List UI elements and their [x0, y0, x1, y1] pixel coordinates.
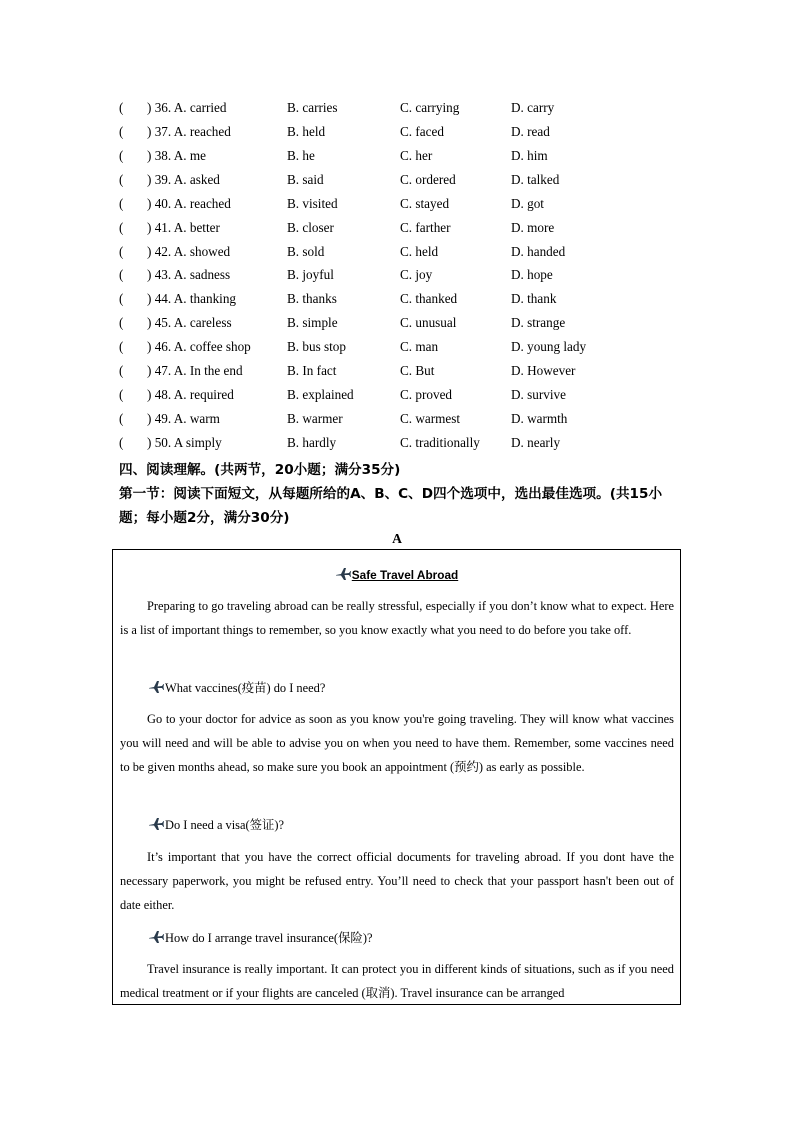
option-b: B. explained: [287, 387, 354, 403]
answer-blank[interactable]: (: [119, 123, 124, 139]
option-a: ) 50. A simply: [147, 434, 222, 450]
subheading-vaccines: [148, 678, 325, 700]
question-row: [119, 289, 739, 313]
option-d: D. got: [511, 195, 544, 211]
answer-blank[interactable]: (: [119, 434, 124, 450]
question-row: [119, 385, 739, 409]
subheading-visa: [148, 815, 284, 837]
option-d: D. hope: [511, 267, 553, 283]
option-b: B. closer: [287, 219, 334, 235]
option-b: B. held: [287, 123, 326, 139]
answer-blank[interactable]: (: [119, 410, 124, 426]
answer-blank[interactable]: (: [119, 339, 124, 355]
option-a: ) 46. A. coffee shop: [147, 339, 251, 355]
option-d: D. thank: [511, 291, 557, 307]
question-row: [119, 146, 739, 170]
option-a: ) 41. A. better: [147, 219, 220, 235]
question-row: [119, 122, 739, 146]
option-b: B. carries: [287, 100, 338, 115]
option-b: B. visited: [287, 195, 338, 211]
option-d: D. However: [511, 363, 576, 379]
option-d: D. read: [511, 123, 550, 139]
option-c: C. proved: [400, 387, 453, 403]
option-b: B. thanks: [287, 291, 337, 307]
answer-blank[interactable]: (: [119, 147, 124, 163]
answer-blank[interactable]: (: [119, 363, 124, 379]
option-a: ) 43. A. sadness: [147, 267, 231, 283]
insurance-paragraph: Travel insurance is really important. It can protect you in different kinds of situations, such as if you need medical treatment or if your flights are canceled (取消). Travel insurance can be arranged: [120, 962, 674, 1000]
question-row: [119, 361, 739, 385]
airplane-icon: [148, 930, 164, 950]
option-c: C. farther: [400, 219, 451, 235]
question-row: [119, 433, 739, 457]
answer-blank[interactable]: (: [119, 267, 124, 283]
option-c: C. her: [400, 147, 433, 163]
vaccines-paragraph: Go to your doctor for advice as soon as you know you're going traveling. They will know what vaccines you will need and will be able to advise you on when you need to have them. Remember, some vaccines need to be given months ahead, so make sure you book an appointment (预约) as early as possible.: [120, 712, 674, 774]
option-d: D. young lady: [511, 339, 587, 355]
passage-title-text: Safe Travel Abroad: [351, 568, 459, 582]
question-row: [119, 170, 739, 194]
passage-title: [113, 567, 680, 584]
option-a: ) 38. A. me: [147, 147, 206, 163]
airplane-icon: [148, 817, 164, 837]
answer-blank[interactable]: (: [119, 315, 124, 331]
option-c: C. But: [400, 363, 435, 379]
section-title: 四、阅读理解。(共两节，20小题；满分35分): [119, 462, 401, 478]
option-a: ) 47. A. In the end: [147, 363, 243, 379]
answer-blank[interactable]: (: [119, 171, 124, 187]
option-d: D. carry: [511, 100, 555, 115]
subheading-text: How do I arrange travel insurance(保险)?: [165, 931, 373, 945]
subheading-text: What vaccines(疫苗) do I need?: [165, 681, 326, 695]
option-c: C. thanked: [400, 291, 458, 307]
option-d: D. more: [511, 219, 555, 235]
answer-blank[interactable]: (: [119, 100, 124, 115]
option-b: B. simple: [287, 315, 338, 331]
option-d: D. him: [511, 147, 548, 163]
option-c: C. held: [400, 243, 439, 259]
airplane-icon: [148, 680, 164, 700]
option-b: B. he: [287, 147, 315, 163]
option-d: D. handed: [511, 243, 566, 259]
option-b: B. In fact: [287, 363, 337, 379]
answer-blank[interactable]: (: [119, 243, 124, 259]
option-c: C. carrying: [400, 100, 460, 115]
visa-paragraph: It’s important that you have the correct official documents for traveling abroad. If you dont have the necessary paperwork, you might be refused entry. You’ll need to check that your passport hasn't been out of date either.: [120, 850, 674, 912]
answer-blank[interactable]: (: [119, 291, 124, 307]
option-c: C. ordered: [400, 171, 456, 187]
subheading-insurance: [148, 928, 372, 950]
answer-blank[interactable]: (: [119, 195, 124, 211]
answer-blank[interactable]: (: [119, 387, 124, 403]
option-b: B. said: [287, 171, 324, 187]
option-a: ) 40. A. reached: [147, 195, 231, 211]
option-c: C. warmest: [400, 410, 461, 426]
passage-box: [112, 549, 681, 1005]
option-a: ) 36. A. carried: [147, 100, 227, 115]
question-row: [119, 337, 739, 361]
option-a: ) 37. A. reached: [147, 123, 231, 139]
option-d: D. strange: [511, 315, 566, 331]
option-d: D. talked: [511, 171, 560, 187]
option-c: C. joy: [400, 267, 433, 283]
option-d: D. warmth: [511, 410, 568, 426]
option-a: ) 45. A. careless: [147, 315, 232, 331]
question-row: [119, 98, 739, 122]
option-b: B. joyful: [287, 267, 334, 283]
question-row: [119, 218, 739, 242]
answer-blank[interactable]: (: [119, 219, 124, 235]
option-d: D. survive: [511, 387, 566, 403]
option-c: C. faced: [400, 123, 444, 139]
passage-label: A: [392, 531, 402, 546]
option-c: C. man: [400, 339, 439, 355]
section-instructions: 第一节：阅读下面短文，从每题所给的A、B、C、D四个选项中，选出最佳选项。(共15小题；每小题2分，满分30分): [119, 486, 663, 526]
airplane-icon: [335, 567, 351, 584]
option-b: B. bus stop: [287, 339, 346, 355]
question-row: [119, 194, 739, 218]
option-a: ) 49. A. warm: [147, 410, 220, 426]
answer-rows: [119, 98, 739, 457]
question-row: [119, 265, 739, 289]
subheading-text: Do I need a visa(签证)?: [165, 818, 285, 832]
question-row: [119, 313, 739, 337]
option-a: ) 48. A. required: [147, 387, 234, 403]
option-b: B. hardly: [287, 434, 337, 450]
option-a: ) 42. A. showed: [147, 243, 231, 259]
option-a: ) 39. A. asked: [147, 171, 220, 187]
intro-paragraph: Preparing to go traveling abroad can be really stressful, especially if you don’t know what to expect. Here is a list of important things to remember, so you know exactly what you need to do before you take off.: [120, 599, 674, 637]
option-b: B. warmer: [287, 410, 343, 426]
option-c: C. unusual: [400, 315, 457, 331]
question-row: [119, 409, 739, 433]
option-b: B. sold: [287, 243, 325, 259]
option-c: C. stayed: [400, 195, 450, 211]
question-row: [119, 242, 739, 266]
option-a: ) 44. A. thanking: [147, 291, 237, 307]
option-d: D. nearly: [511, 434, 561, 450]
option-c: C. traditionally: [400, 434, 480, 450]
